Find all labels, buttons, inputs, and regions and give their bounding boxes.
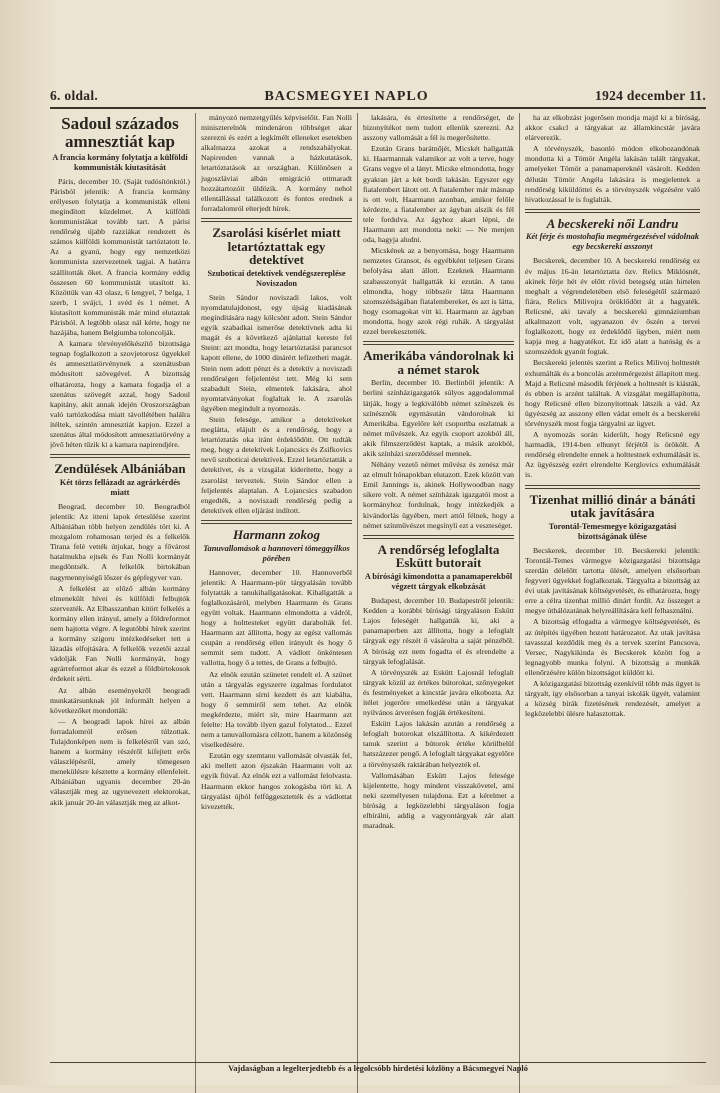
divider [363, 535, 514, 539]
article-paragraph: Eskütt Lajos lakásán azután a rendőrség a lefoglalt butorokat elszállította. A kikérdezett tanuk szerint a bútorok értéke körülbelül hatszázezer pengő. A lefoglalt tárgyakat egyelőre a törvényszék raktárában helyezték el. [363, 719, 514, 769]
subhead-sadoul: A francia kormány folytatja a külföldi kommunisták kiutasítását [52, 152, 188, 172]
article-paragraph: Páris, december 10. (Saját tudósítónktól.) Párisból jelentik: A francia kormány erélyesen folytatja a kommunisták elleni megindított küzdelmet. A külföldi kommunistákat tovább tart. A párisi rendőrség újabb razziákat rendezett és számos külföldi kommunistát tartóztatott le. Az a gyanú, hogy egy nemzetközi kommunista szervezetnek tagjai. A határra szállították őket. A francia kormány eddig összesen 60 kommunistát utasított ki. Közöttük van 43 olasz, 6 lengyel, 7 belga, 1 szerb, 1 svájci, 1 svéd és 1 német. A kiutasított kommunisták már mind elutaztak Párisból. A legtöbb olasz nál kérte, hogy ne hazájába, hanem Belgiumba toloncolják. [50, 176, 190, 338]
masthead [50, 88, 706, 109]
article-paragraph: Beograd, december 10. Beogradból jelentik: Az itteni lapok értesülése szerint Albániában több helyen zendülés tört ki. A mozgalom rohamosan terjed és a felkelők Tirana felé vették útjukat, hogy a fővárost hatalmukba ejtsék és Fan Nolli kormányát megdöntsék. A felkelők birtokában nagymennyiségű lőszer és gépfegyver van. [50, 501, 190, 582]
headline-landru: A becskereki női Landru [546, 215, 679, 231]
issue-date: 1924 december 11. [595, 88, 706, 103]
subhead-tizenhat: Torontál-Temesmegye közigazgatási bizottságának ülése [548, 521, 677, 541]
article-paragraph: Ezután Grans barátnőjét, Micskét hallgatták ki. Haarmannak valamikor az volt a terve, hogy Grans vegye el a lányt. Micske elmondotta, hogy gyakran járt a két bordi lakásán. Egyszer egy fiatalembert látott ott. A fiatalember már másnap is ott volt, Haarmann azonban, amikor felőle kérdezte, a fiatalember az ágyban alszik és fél tele fordulva. Az ágyhoz akart lépni, de Haarmann azt mondotta neki: — Ne menjen oda, hagyja aludni. [363, 144, 514, 245]
article-paragraph: Berlin, december 10. Berlinből jelentik: A berlini színházigazgatók súlyos aggodalommal látják, hogy a legkiválóbb német színészek és színésznők egymásután vándorolnak ki Amerikába. Egyelőre két csoportba oszlatnak a német művészek. Az egyik csoport azokból áll, akik filmszerződést kaptak, a másik azokból, akik színházi szerződéssel mennek. [363, 378, 514, 458]
article-paragraph: Micskének az a benyomása, hogy Haarmann nemzetes Gransot, és egyébként teljesen Grans befolyása alatt állott. Ezeknek Haarmann szabasszonyát hallgatták ki ezután. A tanu elmondta, hogy többször látta Haarmann szomszédságában fiatalembereket, és azt is látta, hogy csomagokat vitt ki. Haarmann az ágyban mondotta, hogy azok régi ruhák. A tárgyalást ezzel berekesztették. [363, 246, 514, 336]
article-continuation: ha az elkobzást jogerősen mondja majd ki a bíróság, akkor csakcl a tárgyakat az államkincstár javára elárverezik. [525, 113, 700, 143]
article-paragraph: A törvényszék, basonló módon elkobozandónak mondotta ki a Tömör Angéla lakásán talált tárgyakat, amelyeket Tömör a panamapereknél vásárolt. Kedden délután Tömör Angéla lakására is megjelentek a rendőrség kiküldöttei és a törvényszék végzésére való hivatkozással le is foglalták. [525, 144, 700, 204]
article-paragraph: A törvényszék az Eskütt Lajosnál lefoglalt tárgyak közül az értékes bútorokat, szőnyegeket és festményeket a kincstár javára elkobozta. Az ítélet jogerőre emelkedése után a tárgyakat nyilvános árverésen fogják értékesíteni. [363, 667, 514, 718]
column-2 [196, 113, 358, 1093]
headline-albania: Zendülések Albániában [54, 461, 186, 477]
article-paragraph: Néhány vezető német művész és zenész már az elmult hónapokban elutazott. Ezek között van Emil Jannings is, akinek Hollywoodban nagy sikere volt. A német színházak igazgatói most a kormányhoz fordulnak, hogy intézkedjék a kivándorlás ügyében, mert attól félnek, hogy a német színművészet megsínyli ezt a veszteséget. [363, 460, 514, 530]
newspaper-title: BACSMEGYEI NAPLO [264, 89, 429, 104]
divider [525, 209, 700, 213]
article-paragraph: Budapest, december 10. Budapestről jelentik: Kedden a korábbi bírósági tárgyaláson Eskütt Lajos feleségét hallgatták ki, aki a panamaperben azt állította, hogy a lefoglalt tárgyak egy részét ő vásárolta a saját pénzéből. A bíróság ezt nem fogadta el és elrendelte a tárgyak lefoglalását. [363, 596, 514, 666]
subhead-harmann: Tanuvallomások a hannoveri tömeggyilkos pörében [203, 543, 350, 563]
article-paragraph: Ezután egy szemtanu vallomását olvasták fel, aki mellett azon éjszakán Haarmann volt az egyik fiúval. Az elnök ezt a vallomást felolvasta. Haarmann ekkor hangos zokogásba tört ki. A tárgyalást újból felfüggesztették és a vádlottat kivezették. [201, 751, 352, 811]
subhead-zsarolasi: Szuboticai detektívek vendégszereplése Noviszadon [207, 268, 346, 288]
article-continuation: lakására, és értesítette a rendőrséget, de bizonyítékot nem tudott ellenük szerezni. Az asszony vallomását a fél is megerősítette. [363, 113, 514, 143]
article-paragraph: Becskereki jelentés szerint a Relics Milivoj holttestét exhumálták és a boncolás arzénmérgezést állapított meg. Majd a Relicsné második férjének a holttestét is kiásták, és ebben is arzént találtak. A vizsgálat megállapította, hogy Relicsné ellen bizonyítottnak látszik a vád. Az ügyészség az asszony ellen vádat emelt és a becskereki törvényszék most fogja tárgyalni az ügyet. [525, 358, 700, 428]
divider [201, 218, 352, 222]
article-paragraph: A nyomozás során kiderült, hogy Relicsné egy harmadik, 1914-ben elhunyt férjétől is örökölt. A rendőrség elrendelte ennek a holttestnek exhumálását is. Az ügyészség ezért elrendelte Kerglovics exhumálását is. [525, 430, 700, 480]
headline-tizenhat: Tizenhat millió dinár a bánáti utak javítására [529, 491, 696, 521]
article-paragraph: Becskerek, december 10. Becskereki jelentik: Torontál-Temes vármegye közigazgatási bizottsága szerdán délelőtt tartotta ülését, amelyen elsősorban fegyveri ügyekkel foglalkoztak. Tárgyalta a bizottság az évi utak javításának költségvetését, és elhatározta, hogy erre a célra tizenhat millió dinárt fordít. Az összeget a megye úthálózatának helyreállítására kell felhasználni. [525, 545, 700, 616]
article-paragraph: A közigazgatási bizottság ezenkívül több más ügyet is tárgyalt, így elsősorban a tanyai iskolák ügyét, valamint a község bírák fizetésének rendezését, amelyet a legközelebbi ülésre halasztottak. [525, 679, 700, 719]
article-paragraph: Stein Sándor noviszadi lakos, volt nyomdatulajdonost, egy újság kiadásának megindítására nagy kölcsönt adott. Stein Sándor egyik szabadkai ismerőse detektívnek adta ki magát és a következő ajánlattal kereste fel Steint: azt mondta, hogy letartóztatási parancsot kapott ellene, de 1000 dinárért lefizetheti magát. Stein nem adott pénzt és a detektív a noviszadi rendőrségen feljelentést tett. Még ki sem szabadult Stein, elmentek lakására, ahol nyomtatványokat foglaltak le. A zsarolás ügyében megindult a nyomozás. [201, 292, 352, 413]
article-paragraph: Becskerek, december 10. A becskereki rendőrség ez év május 16-án letartóztatta özv. Relics Miklósnét, akinek férje hét év előtt rövid betegség után hirtelen meghalt a végrendeletében első feleségétől származó fiára, Relics Milivojra öröklődött át a hagyaték. Relicsné, aki tavaly a becskereki gimnáziumban alkalmazott volt, ugyanazon év őszén a tervei foglalkozott, hogy ez érdeklődő ügyben, miért nem kapja meg a hagyatékot. Ez idő alatt a hatóság és a szomszédok gyanút fogtak. [525, 256, 700, 357]
article-paragraph: Az elnök ezután szünetet rendelt el. A szünet után a tárgyalás egyszerre izgalmas fordulatot vett. Haarmann sírni kezdett és azt kiabálta, hogy ő semmiről sem tehet. Az elnök megkérdezte, miért sír, mire Haarmann azt felelte: Ha tovább ilyen gazul folytatod... Ezzel nem a tanuvallomásra célzott, hanem a közönség viselkedésére. [201, 669, 352, 750]
divider [363, 341, 514, 345]
article-paragraph: Hannover, december 10. Hannoverből jelentik: A Haarmann-pör tárgyalásán tovább folytatták a tanukihallgatásokat. Kihallgatták a foglalkozásáról, melyben Haarmann és Grans együtt voltak. Haarmann elmondotta a vádról, hogy a holttesteket együtt darabolták fel. Haarmann azt állította, hogy az egész vallomás csupán a rendőrség ellen irányult és hogy ő semmit sem tudott. A vádlott önkéntesen vallotta, hogy ő a tettes, de Grans a felbujtó. [201, 567, 352, 668]
column-3 [358, 113, 520, 1093]
headline-amerika: Amerikába vándorolnak ki a német starok [363, 348, 514, 377]
headline-sadoul: Sadoul százados amnesztiát kap [61, 114, 179, 151]
article-paragraph: A kamara törvényelőkészítő bizottsága tegnap foglalkozott a szovjetorosz ügyekkel és amnesztiatörvénynek a szenátusban módosított szövegével. A bizottság elhatározta, hogy a kamara fogadja el a szenátus szövegét azzal, hogy Sadoul kapitány, akit annak idején Oroszországban való tartózkodása miatt távollétében halálra ítéltek, szintén amnesztiát kapjon. Ezzel a szenátus által módosított amnesztiatörvény a jövő héten tűzik ki a kamara napirendjére. [50, 339, 190, 450]
column-4 [520, 113, 700, 1093]
subhead-albania: Két törzs fellázadt az agrárkérdés miatt [59, 477, 181, 497]
subhead-eskutt: A bírósági kimondotta a panamaperekből végzett tárgyak elkobzását [364, 572, 513, 592]
headline-harmann: Harmann zokog [232, 526, 321, 542]
article-paragraph: Vallomásában Eskütt Lajos felesége kijelentette, hogy mindent visszakövetel, ami neki személyesen tulajdona. Ezt a kérelmet a bíróság a legközelebbi tárgyaláson fogja elbírálni, addig a vagyontárgyak zár alatt maradnak. [363, 770, 514, 831]
article-paragraph: Az albán eseményekről beogradi munkatársunknak jól informált helyen a következőket mondották: [50, 685, 190, 715]
headline-eskutt: A rendőrség lefoglalta Eskütt butorait [377, 541, 500, 571]
footer-advert: Vajdaságban a legelterjedtebb és a legolcsóbb hirdetési közlöny a Bácsmegyei Napló [50, 1062, 706, 1073]
page-number: 6. oldal. [50, 88, 99, 103]
headline-zsarolasi: Zsarolási kísérlet miatt letartóztattak egy detektívet [212, 224, 341, 268]
article-paragraph: Stein felesége, amikor a detektíveket meglátta, elájult és a rendőrség, hogy a letartóztatás oka iránt érdeklődött. Ott tudták meg, hogy a detektívek Lojancsics és Zsifkovics nevű szuboticai detektívek. Ezzel letartóztatták a detektívet, és a vizsgálat kiderítette, hogy a zsarolást terveztek. Stein Sándor ellen a feljelentés alaptalan. A Lojancsics szabadon engedték, a noviszadi rendőrség pedig a detektívek ellen eljárást indított. [201, 414, 352, 515]
column-1 [50, 113, 196, 1093]
divider [525, 485, 700, 489]
article-paragraph: A felkelést az előző albán kormány elmenekült hívei és külföldi felbujtók szervezték. Az Elbasszanban kitört felkelés a kormány ellen irányul, amely a földreformot nem hajtotta végre. A legutóbbi hírek szerint a kormány szigoru intézkedéseket tett a lázadás elfojtására. A felkelők vezetői azzal vádolják Fan Nolli kormányát, hogy agrárreformot akar és ezzel a földbirtokosok érdekeit sérti. [50, 583, 190, 684]
subhead-landru: Két férje és mostohafia megmérgezésével vádolnak egy becskereki asszonyt [525, 232, 700, 252]
article-paragraph: — A beogradi lapok hírei az albán forradalomról erősen túlzottak. Tulajdonképen nem is felkelésről van szó, hanem a kormány részéről kifejtett erős válaszlépésről, amely tömegesen menekülésre késztette a kormány ellenfeleit. Albániában ugyanis december 20-án választják meg az ugynevezett elektorokat, akik január 20-án választják meg az alkot- [50, 716, 190, 807]
divider [201, 520, 352, 524]
divider [50, 454, 190, 458]
columns [50, 113, 706, 1093]
article-continuation: mányozó nemzetgyűlés képviselőit. Fan Nolli miniszterelnök mindenáron többséget akar szerezni és ezért a legkímélt elleneket esetekben alkalmazza azokat a rendszabályokat. Napirenden vannak a házkutatások, letartóztatások az országban. Különösen a jugoszláviai albán emigráció ottmaradt hozzátartozóit üldözik. A kormány nehol ellentállással találkozott és fontos erednek a forradalomról elterjedt hírek. [201, 113, 352, 213]
article-paragraph: A bizottság elfogadta a vármegye költségvetését, és az útépítés ügyében hozott határozatot. Az utak javítása tavasszal kezdődik meg és a tervek szerint Pancsova, Versec, Nagykikinda és Becskerek között fog a legnagyobb munka folyni. A bizottság a munkák ellenőrzésére külön bizottságot küldött ki. [525, 617, 700, 677]
